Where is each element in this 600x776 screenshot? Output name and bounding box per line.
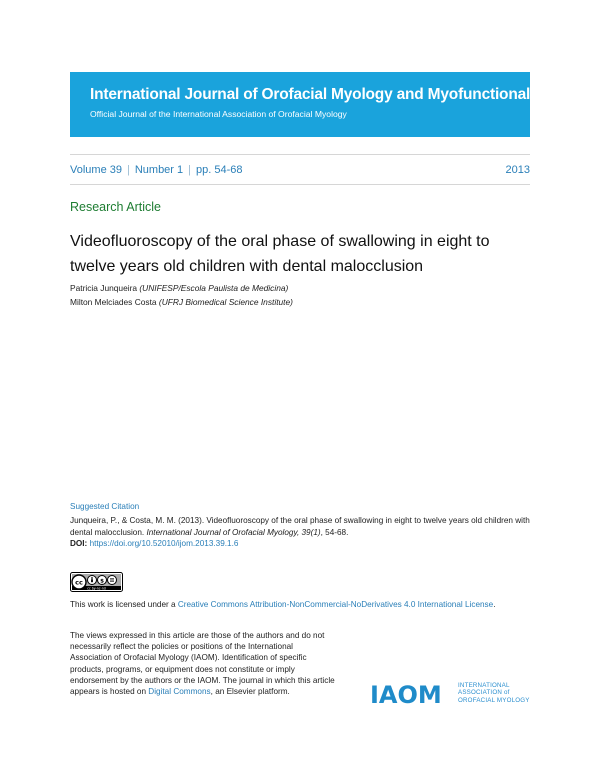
cc-license-badge-icon[interactable] [70, 572, 123, 592]
issue-separator: | [188, 164, 191, 176]
cc-badge-label: cc by-nc-nd [87, 586, 106, 591]
divider-bottom [70, 184, 530, 185]
license-link[interactable]: Creative Commons Attribution-NonCommercial-NoDerivatives 4.0 International License [177, 600, 494, 609]
doi-line [70, 539, 238, 548]
article-title: Videofluoroscopy of the oral phase of swallowing in eight to twelve years old children with dental malocclusion [70, 233, 490, 275]
issue-number: Number 1 [134, 164, 184, 176]
issue-separator: | [126, 164, 130, 176]
journal-subtitle: Official Journal of the International Association of Orofacial Myology [90, 109, 347, 119]
svg-text:cc: cc [75, 578, 83, 587]
license-statement [70, 600, 496, 609]
year: 2013 [505, 164, 530, 176]
citation-authors-title: Junqueira, P., & Costa, M. M. (2013). Videofluoroscopy of the oral phase of swallowing in eight to twelve years old children with dental malocclusion. [70, 516, 530, 537]
divider-top [70, 154, 530, 155]
author-2 [70, 297, 293, 307]
citation-text [70, 515, 540, 539]
license-post: . [493, 600, 496, 609]
license-pre: This work is licensed under a [70, 600, 178, 609]
citation-journal: International Journal of Orofacial Myology, 39(1) [146, 528, 321, 537]
author-affiliation: (UFRJ Biomedical Science Institute) [158, 297, 293, 307]
tagline-line: ASSOCIATION of [458, 689, 510, 697]
issue-info [70, 164, 530, 176]
iaom-tagline [458, 682, 538, 704]
volume: Volume 39 [70, 164, 122, 176]
tagline-line: INTERNATIONAL [458, 682, 510, 689]
doi-label: DOI: [70, 539, 88, 548]
doi-link[interactable]: https://doi.org/10.52010/ijom.2013.39.1.6 [89, 539, 239, 548]
iaom-logo-text: IAOM [370, 681, 442, 708]
citation-label: Suggested Citation [70, 502, 140, 511]
svg-text:$: $ [100, 578, 104, 585]
author-name: Milton Melciades Costa [70, 297, 157, 307]
author-name: Patricia Junqueira [70, 283, 138, 293]
iaom-logo [370, 678, 450, 708]
article-type: Research Article [70, 200, 162, 214]
disclaimer-text: The views expressed in this article are those of the authors and do not necessarily reflect the policies or positions of the International Association of Orofacial Myology (IAOM). Identification of specific products, programs, or equipment does not constitute or imply endorsement by the authors or the IAOM. The journal in which this article appears is hosted on [70, 631, 335, 697]
citation-pages: , 54-68. [320, 528, 349, 537]
journal-title: International Journal of Orofacial Myology and Myofunctional Therapy [90, 86, 594, 103]
journal-banner [70, 72, 594, 137]
disclaimer [70, 630, 335, 697]
digital-commons-link[interactable]: Digital Commons [148, 687, 211, 697]
author-1 [70, 283, 288, 293]
disclaimer-tail: , an Elsevier platform. [210, 687, 290, 697]
tagline-line: OROFACIAL MYOLOGY [458, 696, 530, 704]
author-affiliation: (UNIFESP/Escola Paulista de Medicina) [139, 283, 289, 293]
page-range: pp. 54-68 [196, 164, 243, 176]
